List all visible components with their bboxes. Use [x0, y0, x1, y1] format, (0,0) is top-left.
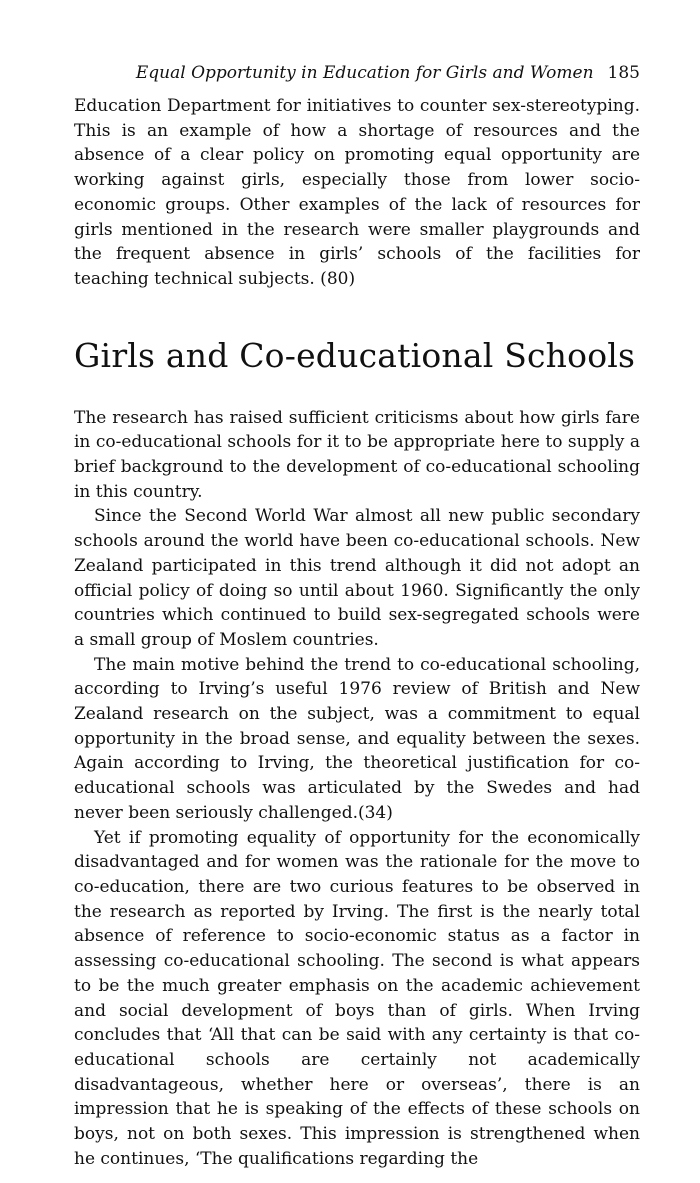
- paragraph-features: Yet if promoting equality of opportunity for the economically disadvantaged and for women was the rationale for the move to co-education, there are two curious features to be observed in the research as reported by Irving. The first is the nearly total absence of reference to socio-economic status as a factor in assessing co-educational schooling. The second is what appears to be the much greater emphasis on the academic achievement and social development of boys than of girls. When Irving concludes that ‘All that can be said with any certainty is that co-educational schools are certainly not academically disadvantageous, whether here or overseas’, there is an impression that he is speaking of the effects of these schools on boys, not on both sexes. This impression is strengthened when he continues, ‘The qualifications regarding the: [74, 827, 640, 1169]
- paragraph-continued: Education Department for initiatives to counter sex-stereotyping. This is an example of how a shortage of resources and the absence of a clear policy on promoting equal opportunity are working against girls, especially those from lower socio-economic groups. Other examples of the lack of resources for girls mentioned in the research were smaller playgrounds and the frequent absence in girls’ schools of the facilities for teaching technical subjects. (80): [74, 96, 640, 289]
- book-page: [74, 62, 640, 1171]
- section-heading: Girls and Co-educational Schools: [74, 335, 636, 375]
- running-head: [74, 62, 640, 84]
- paragraph-intro: The research has raised sufficient criticisms about how girls fare in co-educational schools for it to be appropriate here to supply a brief background to the development of co-educational schooling in this country.: [74, 407, 640, 502]
- running-head-title: Equal Opportunity in Education for Girls and Women: [135, 63, 594, 83]
- paragraph-postwar: Since the Second World War almost all new public secondary schools around the world have been co-educational schools. New Zealand participated in this trend although it did not adopt an official policy of doing so until about 1960. Significantly the only countries which continued to build sex-segregated schools were a small group of Moslem countries.: [74, 506, 640, 650]
- paragraph-motive: The main motive behind the trend to co-educational schooling, according to Irving’s useful 1976 review of British and New Zealand research on the subject, was a commitment to equal opportunity in the broad sense, and equality between the sexes. Again according to Irving, the theoretical justification for co-educational schools was articulated by the Swedes and had never been seriously challenged.(34): [74, 654, 640, 823]
- page-number: 185: [607, 63, 640, 83]
